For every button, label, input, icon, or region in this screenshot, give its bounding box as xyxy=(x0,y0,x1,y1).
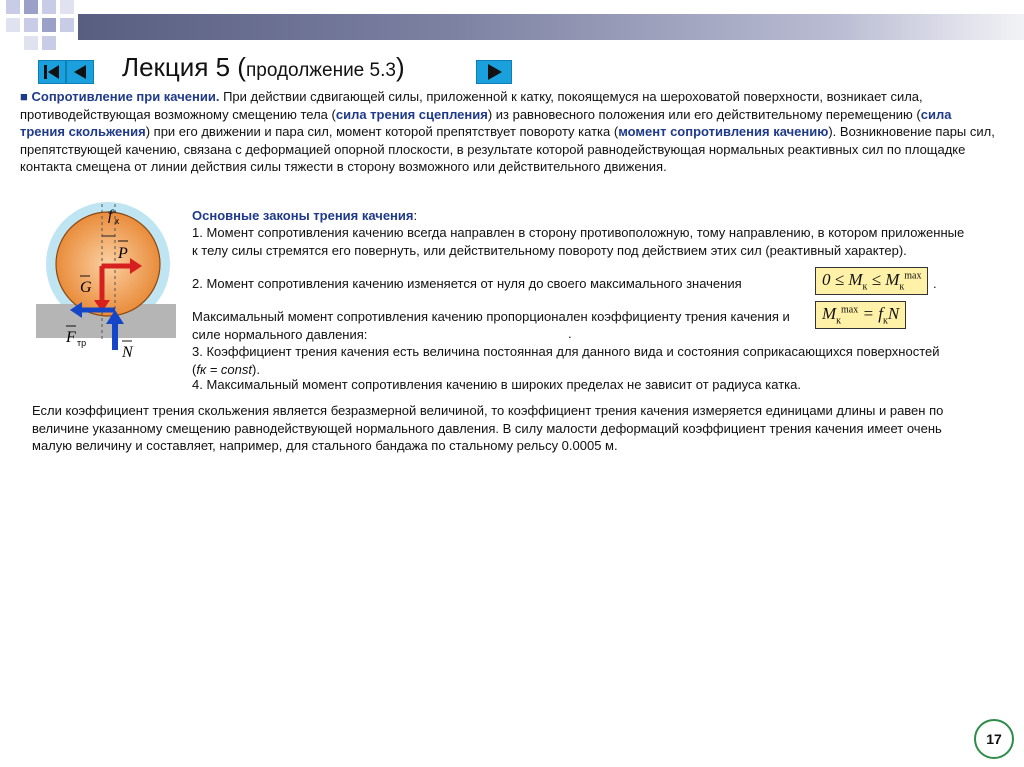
svg-text:к: к xyxy=(115,216,119,226)
first-slide-button[interactable] xyxy=(38,60,66,84)
laws-heading: Основные законы трения качения: xyxy=(192,208,418,223)
intro-paragraph: ■ Сопротивление при качении. При действии сдвигающей силы, приложенной к катку, покоящемуся на шероховатой поверхности, возникает сила, противодействующая возможному смещению тела (сила трения сцепления) из равновесного положения или его действительному перемещению (сила трения скольжения) при его движении и пара сил, момент которой препятствует повороту катка (момент сопротивления качению). Возникновение пары сил, препятствующей качению, связана с деформацией опорной плоскости, в результате которой равнодействующая нормальных реактивных сил по площадке контакта смещена от линии действия силы тяжести в сторону возможного или действительного движения. xyxy=(20,89,995,174)
svg-text:тр: тр xyxy=(77,338,87,348)
page-title: Лекция 5 (продолжение 5.3) xyxy=(122,52,405,82)
skip-back-icon xyxy=(39,61,65,83)
intro-term: Сопротивление при качении. xyxy=(31,89,220,104)
page-number: 17 xyxy=(974,719,1014,759)
closing-paragraph: Если коэффициент трения скольжения является безразмерной величиной, то коэффициент трения качения измеряется единицами длины и равен по величине указанному смещению равнодействующей нормального давления. В силу малости деформаций коэффициент трения качения имеет очень малую величину и составляет, например, для стального бандажа по стальному рельсу 0.0005 м. xyxy=(32,403,944,453)
law-1: 1. Момент сопротивления качению всегда направлен в сторону противоположную, тому направлению, в котором приложенные к телу силы стремятся его повернуть, или действительному повороту под действием этих сил (реактивный характер). xyxy=(192,225,965,258)
law-2-end: . xyxy=(933,276,937,291)
header-bar xyxy=(78,14,1024,40)
formula-max-moment: $M_к^{max} = f_кN$ xyxy=(815,301,906,329)
law-2: 2. Момент сопротивления качению изменяется от нуля до своего максимального значения xyxy=(192,276,742,291)
next-slide-button[interactable] xyxy=(476,60,512,84)
label-N: N xyxy=(122,344,133,361)
bullet-icon: ■ xyxy=(20,89,28,104)
label-f: f xyxy=(108,208,113,224)
rolling-diagram xyxy=(36,200,186,370)
forward-arrow-icon xyxy=(477,61,511,83)
label-G: G xyxy=(80,279,92,296)
max-moment-end: . xyxy=(568,326,572,341)
back-arrow-icon xyxy=(67,61,93,83)
formula-moment-range: $0 \le M_к \le M_к^{max}$ xyxy=(815,267,928,295)
law-4: 4. Максимальный момент сопротивления качению в широких пределах не зависит от радиуса катка. xyxy=(192,377,801,392)
label-P: P xyxy=(118,245,128,262)
max-moment-text: Максимальный момент сопротивления качению пропорционален коэффициенту трения качения и силе нормального давления: xyxy=(192,309,790,342)
law-3: 3. Коэффициент трения качения есть величина постоянная для данного вида и состояния соприкасающихся поверхностей (fк = const). xyxy=(192,344,940,377)
prev-slide-button[interactable] xyxy=(66,60,94,84)
label-F: F xyxy=(66,329,76,346)
